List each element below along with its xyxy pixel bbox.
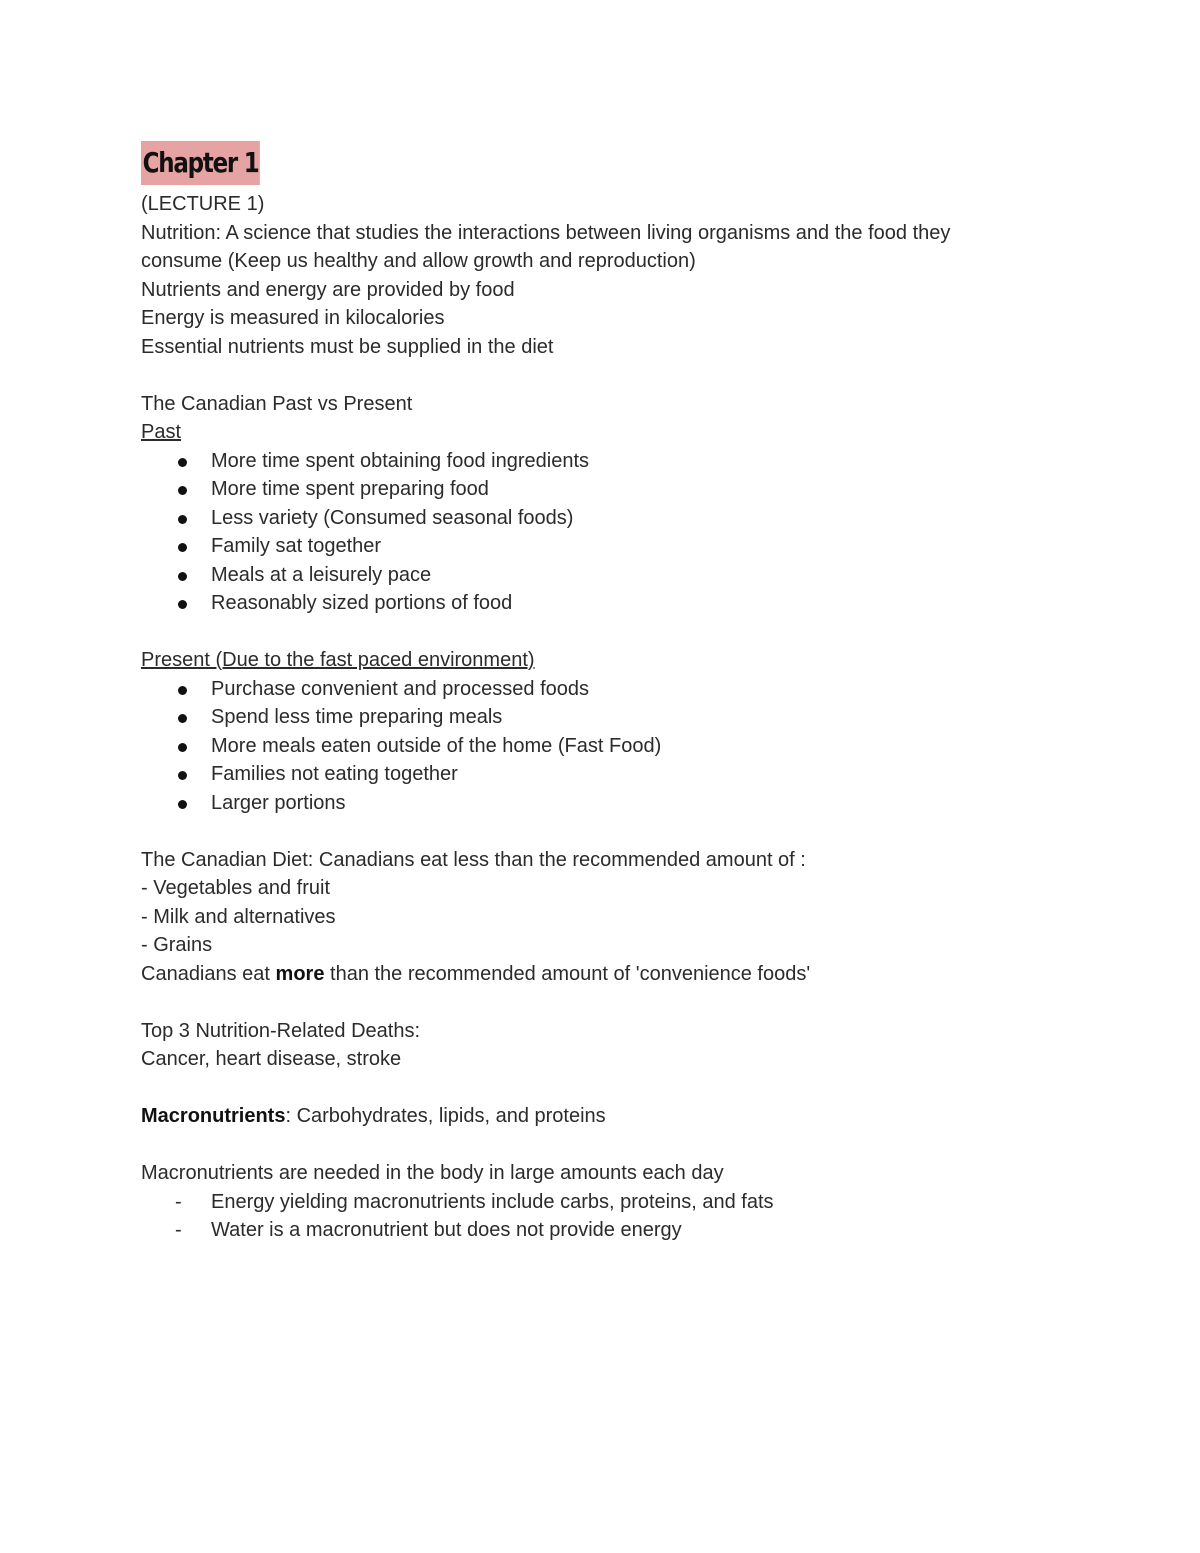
spacer	[141, 817, 1041, 846]
macronutrients-definition: Macronutrients: Carbohydrates, lipids, and proteins	[141, 1105, 606, 1127]
spacer	[141, 361, 1041, 390]
document-page	[141, 141, 1041, 1245]
past-label: Past	[141, 421, 182, 443]
macronutrients-list	[141, 1188, 1041, 1245]
bullet-icon	[178, 800, 187, 809]
past-present-heading: The Canadian Past vs Present	[141, 392, 413, 415]
present-label: Present (Due to the fast paced environment)	[141, 649, 535, 671]
past-list	[141, 447, 1041, 618]
diet-heading: The Canadian Diet: Canadians eat less than the recommended amount of :	[141, 848, 806, 871]
deaths-text: Cancer, heart disease, stroke	[141, 1048, 402, 1070]
diet-item: - Vegetables and fruit	[141, 877, 331, 899]
list-item: Families not eating together	[141, 760, 1041, 789]
bullet-icon	[178, 771, 187, 780]
bullet-icon	[178, 543, 187, 552]
bullet-icon	[178, 600, 187, 609]
list-item: Spend less time preparing meals	[141, 703, 1041, 732]
list-item: Family sat together	[141, 532, 1041, 561]
diet-item: - Grains	[141, 934, 213, 956]
spacer	[141, 1074, 1041, 1103]
diet-item: - Milk and alternatives	[141, 905, 336, 928]
macronutrients-label: Macronutrients	[141, 1105, 286, 1127]
intro-line: Essential nutrients must be supplied in the diet	[141, 335, 554, 358]
intro-line: Nutrition: A science that studies the interactions between living organisms and the food they	[141, 221, 951, 244]
bullet-icon	[178, 572, 187, 581]
dash-icon: -	[175, 1219, 182, 1241]
bullet-icon	[178, 486, 187, 495]
bullet-icon	[178, 714, 187, 723]
list-item: More meals eaten outside of the home (Fast Food)	[141, 732, 1041, 761]
list-item: - Water is a macronutrient but does not provide energy	[141, 1216, 1041, 1245]
list-item: Meals at a leisurely pace	[141, 561, 1041, 590]
list-item: More time spent preparing food	[141, 475, 1041, 504]
spacer	[141, 988, 1041, 1017]
intro-line: Nutrients and energy are provided by food	[141, 278, 515, 301]
present-list	[141, 675, 1041, 818]
list-item: Less variety (Consumed seasonal foods)	[141, 504, 1041, 533]
list-item: Reasonably sized portions of food	[141, 589, 1041, 618]
spacer	[141, 618, 1041, 647]
chapter-title: Chapter 1	[141, 141, 260, 185]
macronutrients-need: Macronutrients are needed in the body in large amounts each day	[141, 1162, 724, 1184]
intro-line: (LECTURE 1)	[141, 193, 265, 215]
list-item: More time spent obtaining food ingredients	[141, 447, 1041, 476]
more-emphasis: more	[275, 962, 325, 985]
bullet-icon	[178, 515, 187, 524]
intro-line: consume (Keep us healthy and allow growth and reproduction)	[141, 250, 696, 272]
intro-line: Energy is measured in kilocalories	[141, 307, 445, 329]
list-item: Purchase convenient and processed foods	[141, 675, 1041, 704]
bullet-icon	[178, 458, 187, 467]
list-item: - Energy yielding macronutrients include carbs, proteins, and fats	[141, 1188, 1041, 1217]
bullet-icon	[178, 743, 187, 752]
bullet-icon	[178, 686, 187, 695]
diet-more-line: Canadians eat more than the recommended amount of 'convenience foods'	[141, 962, 811, 985]
spacer	[141, 1131, 1041, 1160]
dash-icon: -	[175, 1190, 182, 1213]
deaths-heading: Top 3 Nutrition-Related Deaths:	[141, 1019, 421, 1042]
list-item: Larger portions	[141, 789, 1041, 818]
